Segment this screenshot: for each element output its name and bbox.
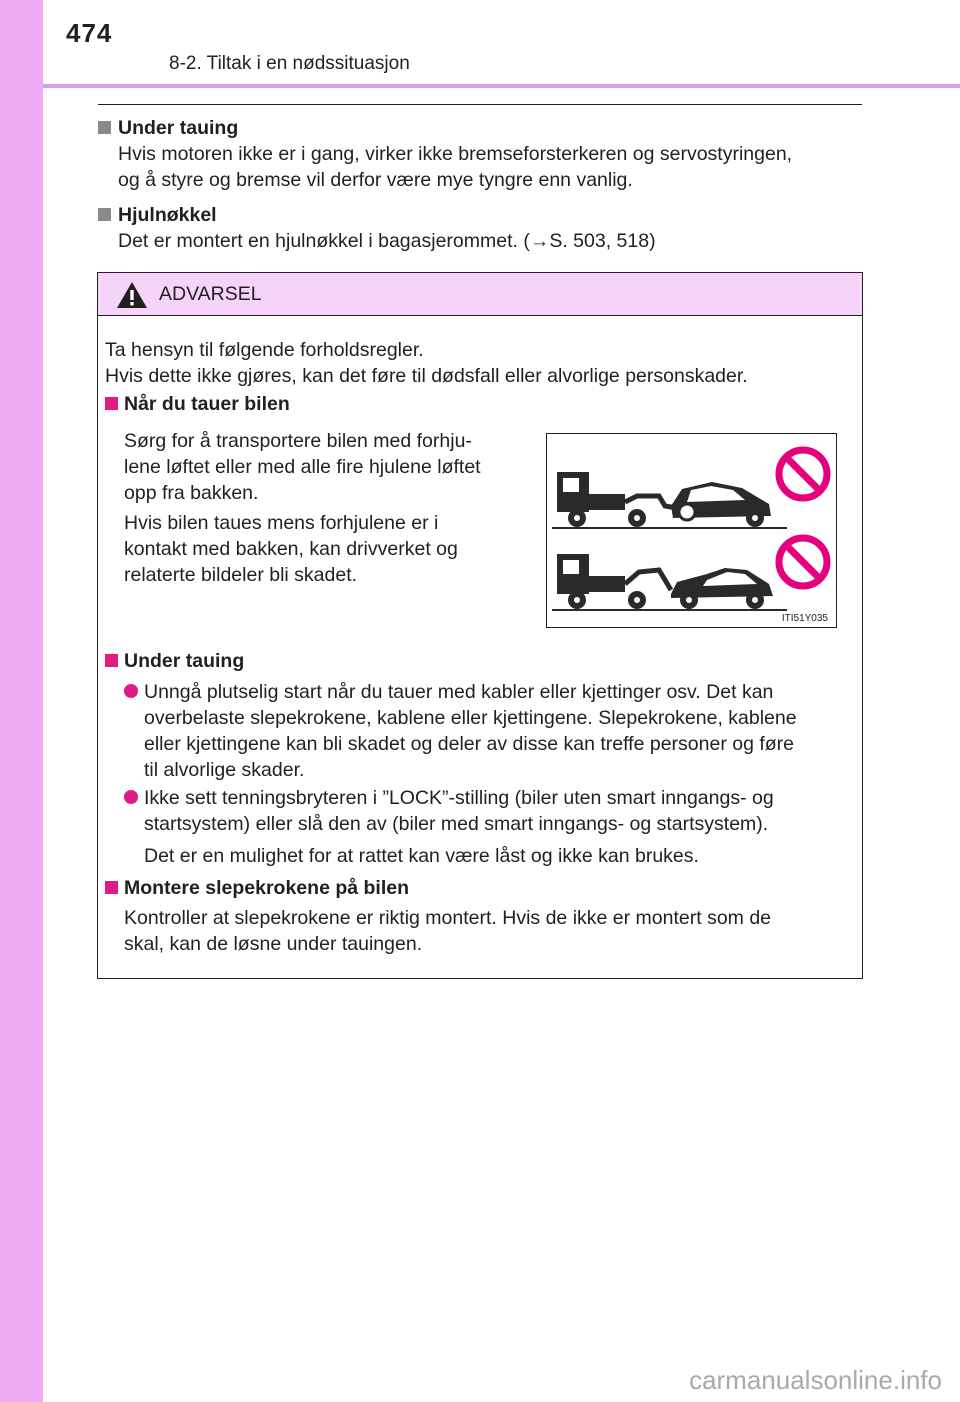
info-wrench-heading: Hjulnøkkel	[98, 202, 862, 228]
warning-section-mount-hooks: Montere slepekrokene på bilen	[105, 875, 409, 901]
info-wrench	[98, 202, 862, 254]
footer-watermark: carmanualsonline.info	[689, 1365, 942, 1395]
section-title: 8-2. Tiltak i en nødssituasjon	[169, 53, 410, 74]
info-wrench-text: Det er montert en hjulnøkkel i bagasjerommet. (→S. 503, 518)	[118, 230, 656, 252]
content-top-rule	[98, 104, 862, 105]
pink-dot-bullet-icon	[124, 684, 138, 698]
info-towing-text	[98, 141, 862, 193]
warning-section-towing-car: Når du tauer bilen	[105, 391, 290, 417]
warning-box	[97, 272, 863, 979]
pink-dot-bullet-icon	[124, 790, 138, 804]
warning-triangle-icon	[116, 281, 148, 309]
warning-para-transport: Sørg for å transportere bilen med forhju- lene løftet eller med alle fire hjulene løftet opp fra bakken.	[124, 430, 481, 504]
page-header	[43, 0, 960, 84]
warning-mount-hooks-text: Kontroller at slepekrokene er riktig montert. Hvis de ikke er montert som de skal, kan de løsne under tauingen.	[124, 907, 772, 955]
header-rule	[43, 84, 960, 88]
info-towing	[98, 115, 862, 193]
warning-intro-line: Hvis dette ikke gjøres, kan det føre til dødsfall eller alvorlige personskader.	[105, 365, 748, 387]
warning-intro-line: Ta hensyn til følgende forholdsregler.	[105, 339, 424, 361]
pink-square-bullet-icon	[105, 881, 118, 894]
pink-square-bullet-icon	[105, 397, 118, 410]
warning-title: ADVARSEL	[159, 283, 262, 305]
grey-square-bullet-icon	[98, 208, 111, 221]
tow-truck-illustration-svg	[547, 434, 836, 627]
warning-bullet-sudden-start: Unngå plutselig start når du tauer med kabler eller kjettinger osv. Det kan overbelaste slepekrokene, kablene eller kjettingene. Slepekrokene, kablene eller kjettingene kan bli skadet og deler av disse kan treffe personer og føre til alvorlige skader.	[124, 679, 874, 783]
prohibited-icon	[779, 450, 827, 498]
warning-bullet-ignition-note: Det er en mulighet for at rattet kan være låst og ikke kan brukes.	[144, 845, 699, 867]
prohibited-icon	[779, 538, 827, 586]
warning-para-damage: Hvis bilen taues mens forhjulene er i kontakt med bakken, kan drivverket og relaterte bildeler bli skadet.	[124, 512, 458, 586]
info-towing-line: og å styre og bremse vil derfor være mye tyngre enn vanlig.	[118, 169, 633, 191]
warning-header	[98, 273, 862, 316]
pink-square-bullet-icon	[105, 654, 118, 667]
info-towing-heading: Under tauing	[98, 115, 862, 141]
tow-truck-wheels-on-ground	[552, 554, 787, 610]
warning-intro	[105, 337, 855, 389]
side-tab-band	[0, 0, 43, 1402]
tow-truck-front-lifted	[552, 472, 787, 528]
info-towing-line: Hvis motoren ikke er i gang, virker ikke bremseforsterkeren og servostyringen,	[118, 143, 793, 165]
warning-bullet-ignition: Ikke sett tenningsbryteren i ”LOCK”-stilling (biler uten smart inngangs- og startsystem) eller slå den av (biler med smart inngangs- og startsystem).	[124, 785, 874, 837]
figure-code: ITI51Y035	[781, 613, 828, 624]
grey-square-bullet-icon	[98, 121, 111, 134]
page-number: 474	[66, 18, 113, 48]
towing-illustration	[546, 433, 837, 628]
warning-section-under-towing: Under tauing	[105, 648, 244, 674]
